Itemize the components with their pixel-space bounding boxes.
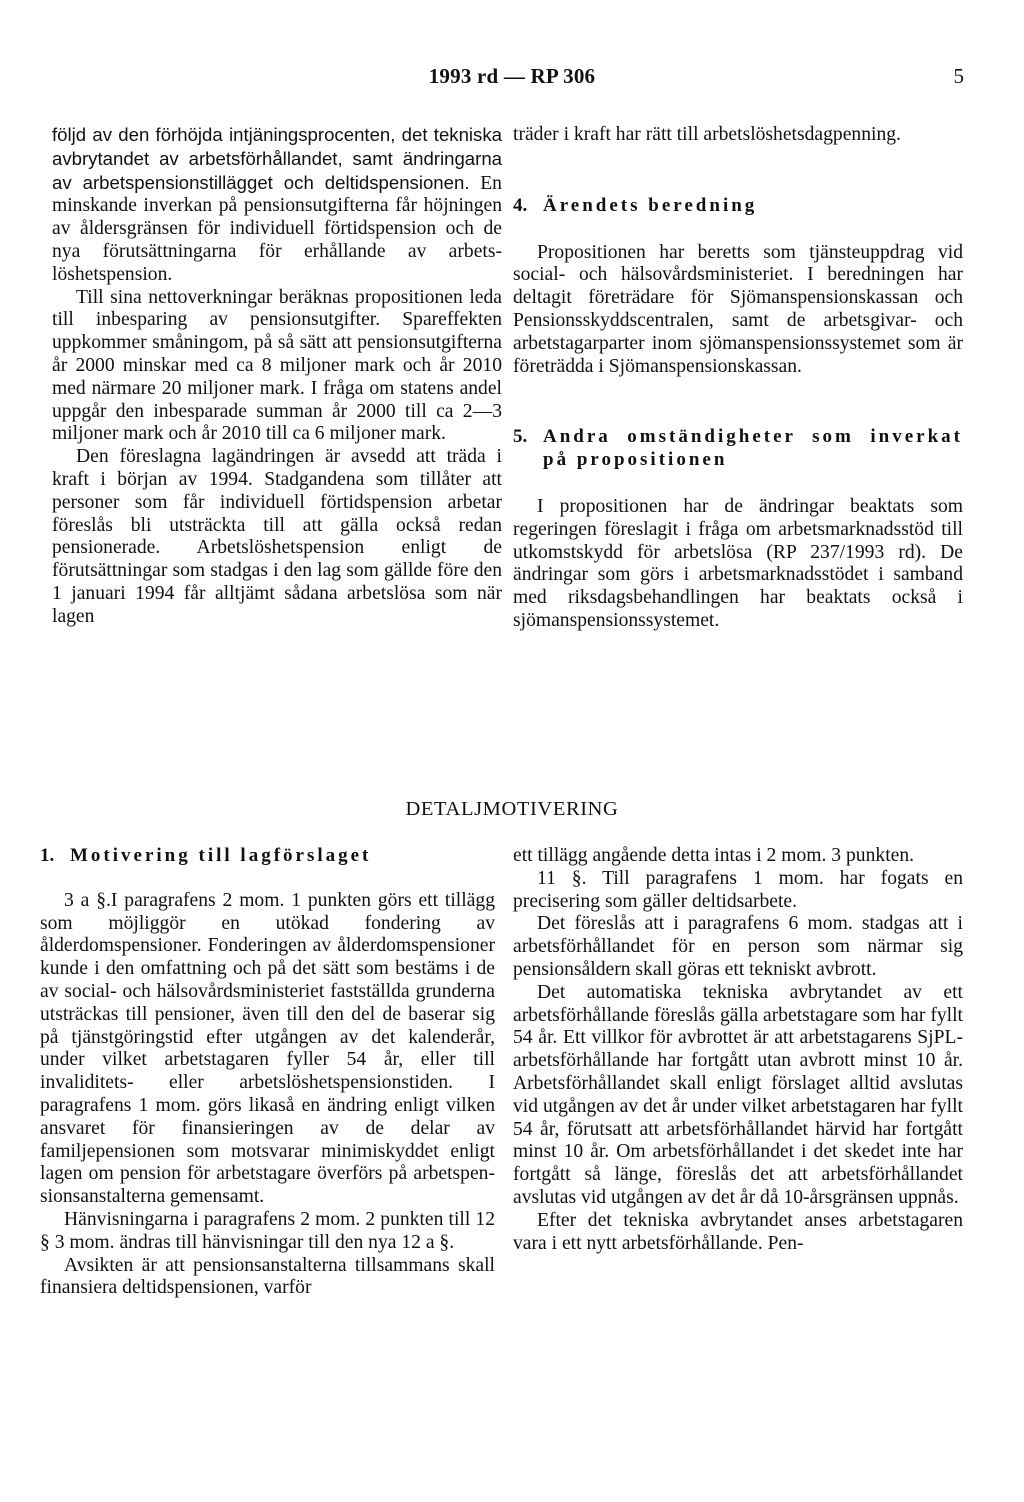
page-number: 5 [953,64,964,88]
paragraph: 3 a §.I paragrafens 2 mom. 1 punkten görs ett tillägg som möjliggör en utökad fondering av ålderdomspensioner. Fonderingen av ålderdomspensioner kunde i den omfattning och på det sätt som bestäms i de av social- och hälsovårdsministeriet fastställda grunderna utsträckas till pensioner, även till den del de baserar sig på tjänstgöringstid efter utgången av det kalenderår, under vilket arbetstagaren fyller 54 år, eller till invaliditets- eller arbetslöshetspensionstiden. I paragrafens 1 mom. görs likaså en ändring enligt vilken ansvaret för finansieringen av de delar av familjepensionen som motsvarar minimiskyddet enligt lagen om pension för arbetstagare överförs på arbetspensionsanstalterna gemensamt. [40,889,495,1208]
paragraph-text: följd av den förhöjda intjäningsprocenten, det tekniska avbrytandet av arbetsförhållandet, samt ändringarna av arbetspensionstillägget och deltidspensionen. [52,124,502,193]
paragraph: Avsikten är att pensionsanstalterna tillsammans skall finansiera deltidspensionen, varför [40,1254,495,1299]
top-left-column [52,124,502,629]
header-title: 1993 rd — RP 306 [428,64,596,88]
section-title: Andra omständigheter som inverkat på propositionen [543,426,963,471]
section-title: Ärendets beredning [543,194,758,216]
paragraph: Den föreslagna lagändringen är avsedd att träda i kraft i början av 1994. Stadgandena som tillåter att personer som får individuell förtidspension arbetar föreslås bli utsträckta till att gälla också redan pensionerade. Arbetslöshetspension enligt de förutsättningar som stadgas i den lag som gällde före den 1 januari 1994 får alltjämt sådana arbetslösa som när lagen [52,446,502,627]
section-heading-1 [40,845,495,868]
section-heading-5 [513,426,963,472]
section-number: 4. [513,194,528,216]
paragraph: Hänvisningarna i paragrafens 2 mom. 2 punkten till 12 § 3 mom. ändras till hänvisningar till den nya 12 a §. [40,1208,495,1253]
paragraph: Propositionen har beretts som tjänsteuppdrag vid social- och hälsovårdsministeriet. I beredningen har deltagit företrädare för Sjömanspensionskassan och Pensionsskyddscentralen, samt de arbetsgivar- och arbetstagarparter inom sjömanspensionssystemet som är företrädda i Sjömanspensionskassan. [513,241,963,377]
paragraph: 11 §. Till paragrafens 1 mom. har fogats en precisering som gäller deltidsarbete. [513,867,963,912]
paragraph-text: En minskande inverkan på pensionsutgifterna får höjningen av åldersgränsen för individuell förtidspension och de nya förutsättningarna för erhållande av arbetslöshetspension. [52,172,502,285]
section-number: 5. [513,426,528,448]
top-right-column [513,124,963,633]
paragraph: ett tillägg angående detta intas i 2 mom. 3 punkten. [513,845,915,866]
paragraph: Det automatiska tekniska avbrytandet av ett arbetsförhållande föreslås gälla arbetstagare som har fyllt 54 år. Ett villkor för avbrottet är att arbetstagarens SjPL-arbetsförhållande har fortgått utan avbrott minst 10 år. Arbetsförhållandet skall enligt förslaget alltid avslutas vid utgången av det år under vilket arbetstagaren har fyllt 54 år, förutsatt att arbetsförhållandet härvid har fortgått minst 10 år. Om arbetsförhållandet i det skedet inte har fortgått så länge, föreslås det att arbetsförhållandet avslutas vid utgången av det år då 10-årsgränsen uppnås. [513,981,963,1208]
paragraph: I propositionen har de ändringar beaktats som regeringen föreslagit i fråga om arbetsmarknadsstöd till utkomstskydd för arbetslösa (RP 237/1993 rd). De ändringar som görs i arbetsmarknadsstödet i samband med riksdagsbehandlingen har beaktats också i sjömanspensionssystemet. [513,495,963,631]
paragraph: Efter det tekniska avbrytandet anses arbetstagaren vara i ett nytt arbetsförhållande. Pen- [513,1209,963,1254]
paragraph: Det föreslås att i paragrafens 6 mom. stadgas att i arbetsförhållandet för en person som närmar sig pensionsåldern skall göras ett tekniskt avbrott. [513,913,963,980]
section-number: 1. [40,845,55,866]
bottom-right-column [513,845,963,1255]
section-title: Motivering till lagförslaget [70,845,372,866]
paragraph: träder i kraft har rätt till arbetslöshetsdagpenning. [513,124,901,145]
section-heading-4 [513,195,963,218]
paragraph [52,124,502,287]
main-title: DETALJMOTIVERING [405,798,619,820]
bottom-left-column [40,845,495,1300]
paragraph: Till sina nettoverkningar beräknas propositionen leda till inbesparing av pensionsutgifter. Spareffekten uppkommer småningom, på så sätt att pensionsutgifterna år 2000 minskar med ca 8 miljoner mark och år 2010 med närmare 20 miljoner mark. I fråga om statens andel uppgår den inbesparade summan år 2000 till ca 2—3 miljoner mark och år 2010 till ca 6 miljoner mark. [52,286,502,445]
